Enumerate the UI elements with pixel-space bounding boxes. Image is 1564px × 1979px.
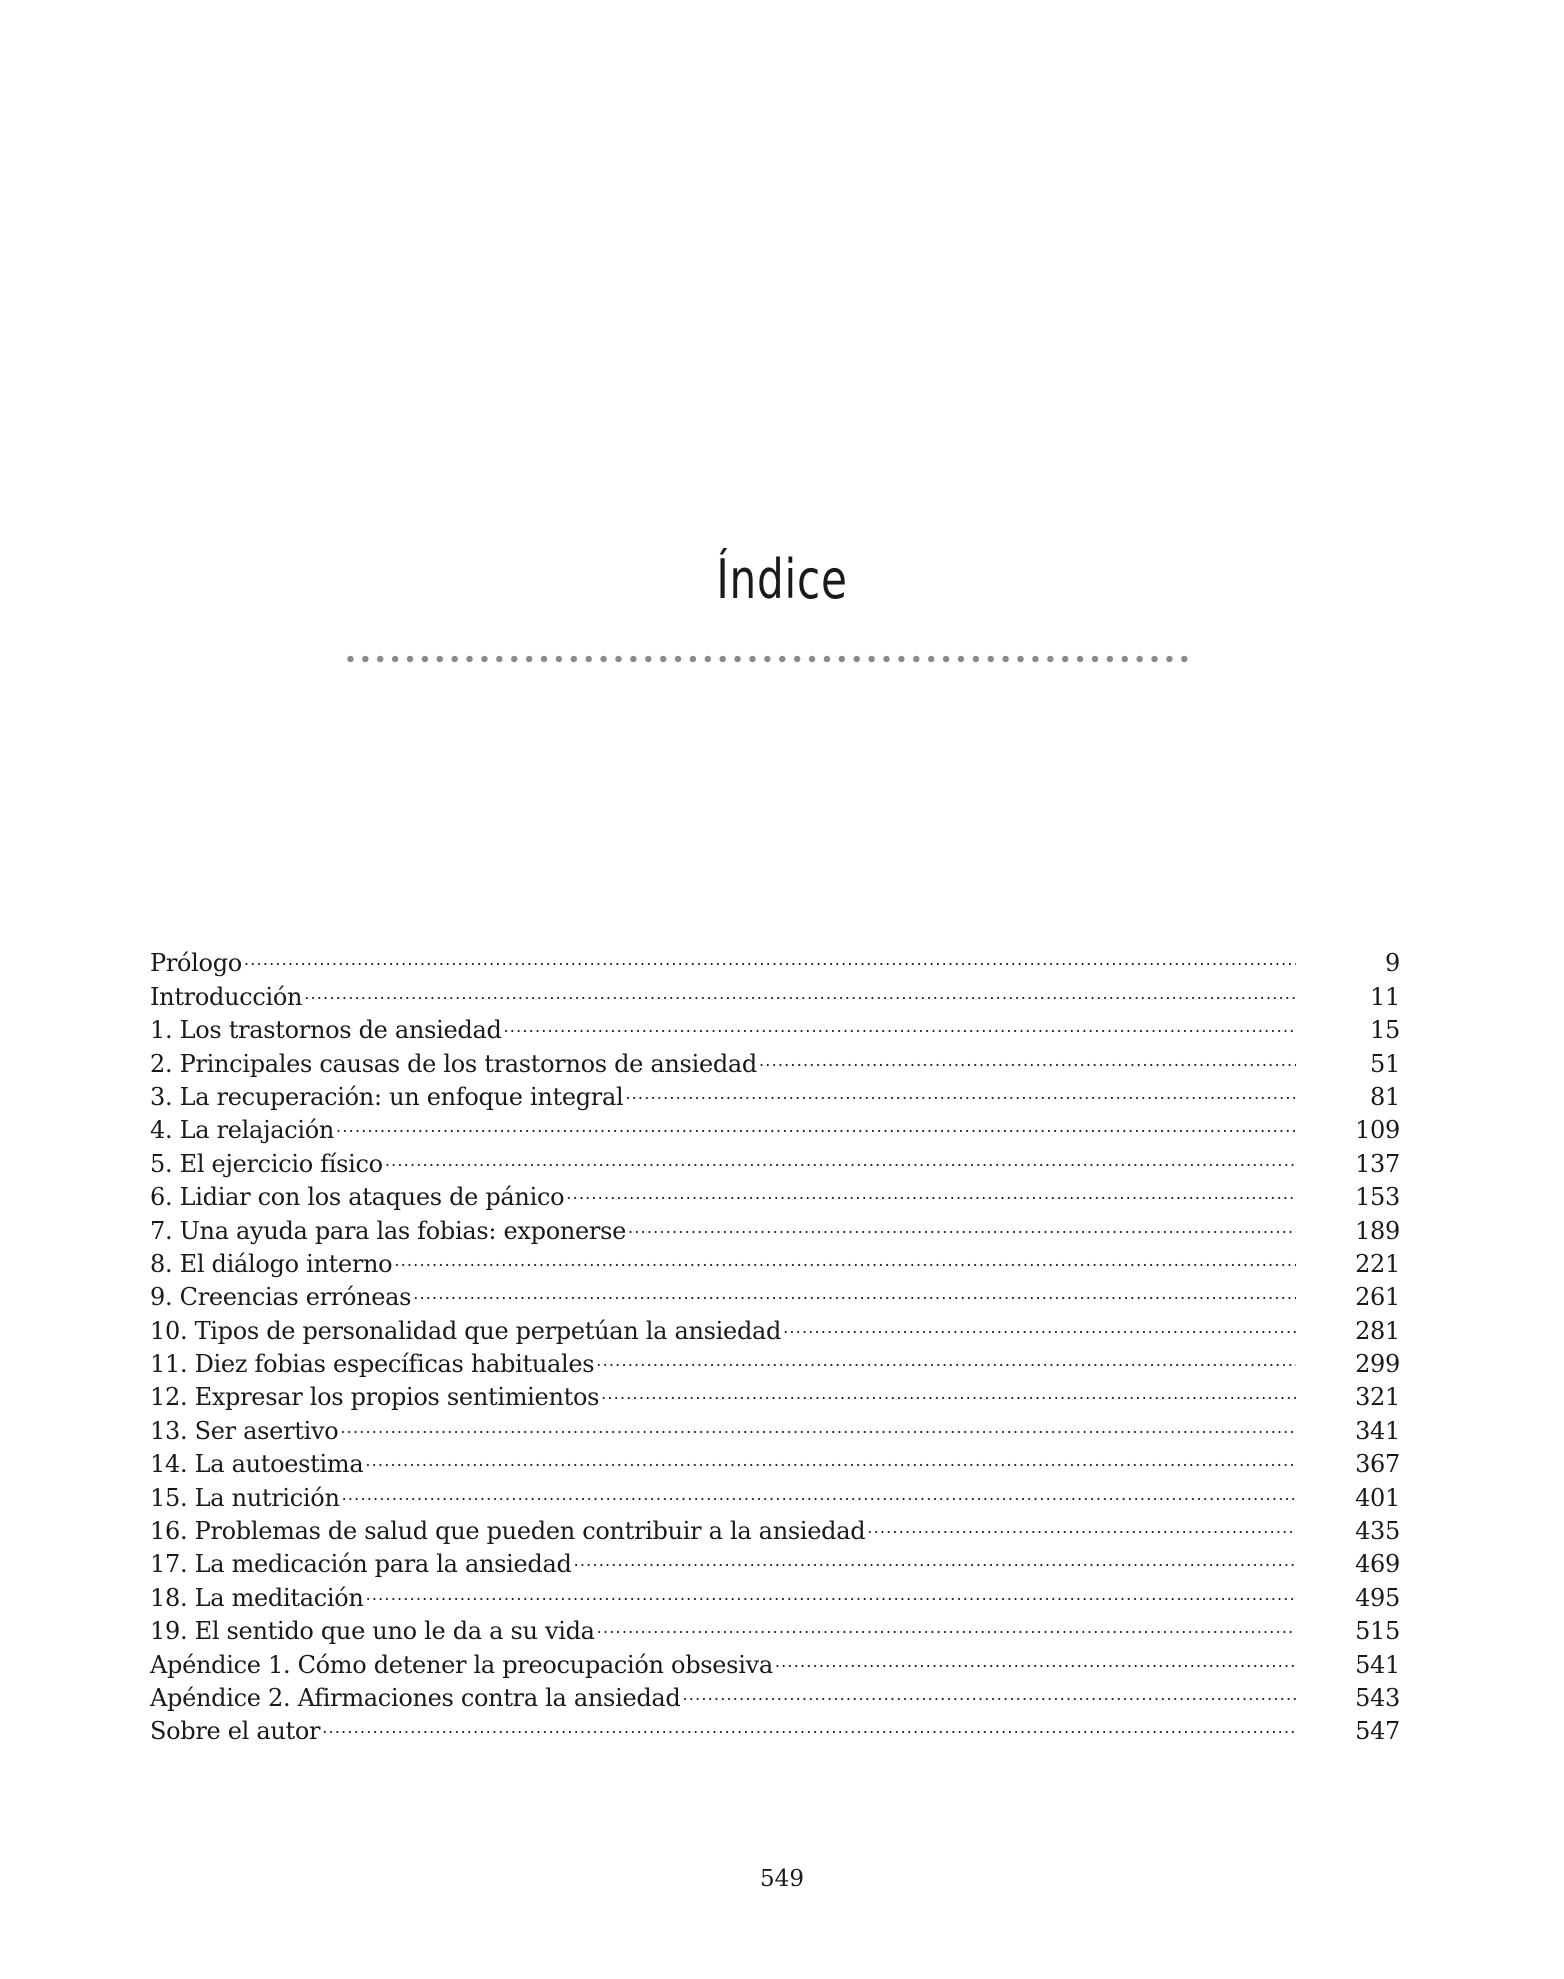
toc-dot-leader: [336, 1105, 1296, 1138]
toc-entry-label: 5. El ejercicio físico: [150, 1149, 383, 1178]
toc-dot-leader: [625, 1072, 1296, 1105]
toc-entry-page: 321: [1355, 1383, 1400, 1412]
toc-entry-page: 81: [1370, 1082, 1400, 1111]
toc-dot-leader: [574, 1539, 1296, 1572]
toc-entry-label: Prólogo: [150, 949, 242, 978]
toc-entry-page: 495: [1355, 1583, 1400, 1612]
toc-entry-page: 9: [1385, 949, 1400, 978]
toc-entry: [150, 971, 1400, 1011]
toc-dot-leader: [340, 1405, 1296, 1438]
toc-dot-leader: [394, 1239, 1296, 1272]
toc-entry-page: 515: [1355, 1617, 1400, 1646]
toc-entry-page: 469: [1355, 1550, 1400, 1579]
toc-entry-label: Apéndice 2. Afirmaciones contra la ansiedad: [150, 1683, 681, 1712]
toc-entry-page: 543: [1355, 1683, 1400, 1712]
toc-dot-leader: [683, 1673, 1297, 1706]
dotted-divider: [343, 655, 1191, 663]
table-of-contents: [150, 938, 1400, 1746]
toc-entry-label: 8. El diálogo interno: [150, 1249, 393, 1278]
toc-entry-label: 11. Diez fobias específicas habituales: [150, 1350, 595, 1379]
toc-dot-leader: [322, 1706, 1296, 1739]
toc-dot-leader: [504, 1005, 1296, 1038]
toc-entry-label: 4. La relajación: [150, 1116, 335, 1145]
toc-dot-leader: [566, 1172, 1296, 1205]
toc-dot-leader: [759, 1038, 1296, 1071]
toc-entry: [150, 1005, 1400, 1045]
toc-entry: [150, 1138, 1400, 1178]
toc-entry-page: 11: [1370, 982, 1400, 1011]
toc-entry-label: 2. Principales causas de los trastornos de ansiedad: [150, 1049, 757, 1078]
toc-entry-page: 547: [1355, 1717, 1400, 1746]
toc-entry-page: 299: [1355, 1350, 1400, 1379]
toc-entry-label: 7. Una ayuda para las fobias: exponerse: [150, 1216, 626, 1245]
toc-entry-label: 10. Tipos de personalidad que perpetúan la ansiedad: [150, 1316, 782, 1345]
toc-entry-page: 137: [1355, 1149, 1400, 1178]
toc-entry-page: 435: [1355, 1517, 1400, 1546]
toc-entry-page: 281: [1355, 1316, 1400, 1345]
toc-entry-label: 18. La meditación: [150, 1583, 364, 1612]
toc-entry-label: Apéndice 1. Cómo detener la preocupación obsesiva: [150, 1650, 773, 1679]
toc-entry-label: 16. Problemas de salud que pueden contribuir a la ansiedad: [150, 1517, 866, 1546]
toc-entry-label: 19. El sentido que uno le da a su vida: [150, 1617, 595, 1646]
toc-dot-leader: [385, 1138, 1296, 1171]
toc-dot-leader: [601, 1372, 1296, 1405]
toc-entry-label: Sobre el autor: [150, 1717, 321, 1746]
toc-entry-page: 15: [1370, 1016, 1400, 1045]
toc-dot-leader: [342, 1472, 1296, 1505]
toc-dot-leader: [783, 1305, 1296, 1338]
toc-dot-leader: [597, 1606, 1296, 1639]
toc-dot-leader: [365, 1439, 1296, 1472]
toc-dot-leader: [596, 1339, 1296, 1372]
toc-entry-page: 153: [1355, 1183, 1400, 1212]
toc-entry-page: 109: [1355, 1116, 1400, 1145]
toc-entry-label: 6. Lidiar con los ataques de pánico: [150, 1183, 565, 1212]
toc-dot-leader: [628, 1205, 1296, 1238]
toc-entry-label: 12. Expresar los propios sentimientos: [150, 1383, 600, 1412]
toc-entry-page: 51: [1370, 1049, 1400, 1078]
toc-entry-label: Introducción: [150, 982, 303, 1011]
page-number: 549: [760, 1866, 804, 1892]
toc-entry-page: 261: [1355, 1283, 1400, 1312]
toc-entry-page: 367: [1355, 1450, 1400, 1479]
toc-dot-leader: [413, 1272, 1296, 1305]
toc-entry-label: 13. Ser asertivo: [150, 1416, 339, 1445]
toc-entry-label: 1. Los trastornos de ansiedad: [150, 1016, 502, 1045]
toc-entry-label: 17. La medicación para la ansiedad: [150, 1550, 572, 1579]
toc-entry-label: 14. La autoestima: [150, 1450, 364, 1479]
toc-dot-leader: [366, 1572, 1296, 1605]
toc-entry: [150, 938, 1400, 978]
page-title: Índice: [716, 548, 848, 611]
toc-entry-page: 541: [1355, 1650, 1400, 1679]
toc-entry-page: 221: [1355, 1249, 1400, 1278]
toc-entry: [150, 1706, 1400, 1746]
toc-dot-leader: [304, 971, 1296, 1004]
toc-entry: [150, 1105, 1400, 1145]
toc-entry-page: 401: [1355, 1483, 1400, 1512]
toc-entry-label: 15. La nutrición: [150, 1483, 340, 1512]
toc-entry-page: 189: [1355, 1216, 1400, 1245]
toc-dot-leader: [867, 1506, 1296, 1539]
toc-entry-label: 9. Creencias erróneas: [150, 1283, 412, 1312]
toc-entry-label: 3. La recuperación: un enfoque integral: [150, 1082, 624, 1111]
toc-dot-leader: [244, 938, 1296, 971]
toc-dot-leader: [775, 1639, 1296, 1672]
toc-entry-page: 341: [1355, 1416, 1400, 1445]
